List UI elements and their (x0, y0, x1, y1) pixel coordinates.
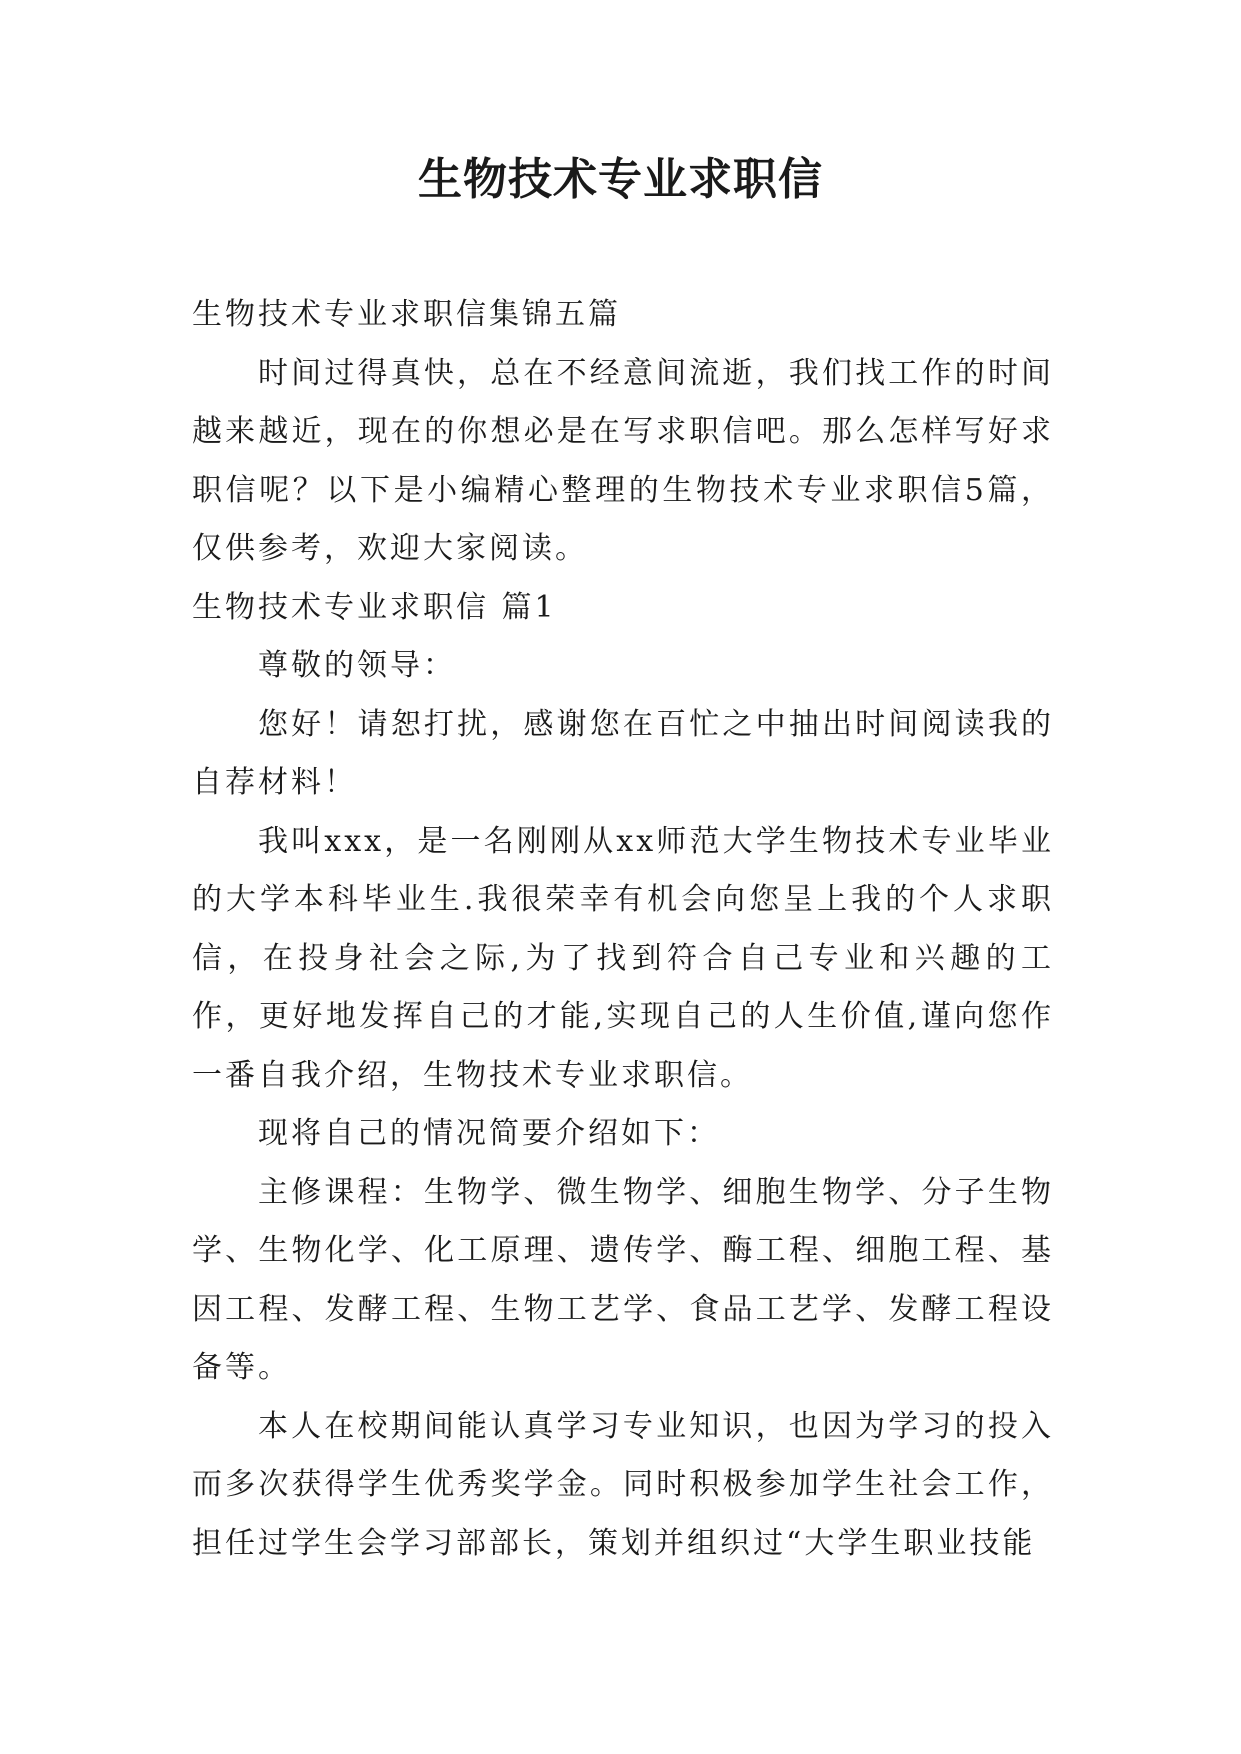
paragraph-self-intro: 我叫xxx，是一名刚刚从xx师范大学生物技术专业毕业的大学本科毕业生.我很荣幸有机会向您呈上我的个人求职信，在投身社会之际,为了找到符合自己专业和兴趣的工作，更好地发挥自己的才能,实现自己的人生价值,谨向您作一番自我介绍，生物技术专业求职信。 (192, 823, 1054, 1093)
paragraph-greeting: 您好！请恕打扰，感谢您在百忙之中抽出时间阅读我的自荐材料！ (192, 706, 1054, 800)
paragraph-activities: 本人在校期间能认真学习专业知识，也因为学习的投入而多次获得学生优秀奖学金。同时积极参加学生社会工作，担任过学生会学习部部长，策划并组织过“大学生职业技能 (192, 1408, 1054, 1561)
paragraph-subtitle: 生物技术专业求职信集锦五篇 (192, 297, 621, 332)
document-title: 生物技术专业求职信 (418, 154, 823, 205)
paragraph-section-heading: 生物技术专业求职信 篇1 (192, 589, 557, 625)
paragraph-salutation: 尊敬的领导： (258, 648, 456, 683)
document-body (192, 286, 1054, 1573)
paragraph-overview: 现将自己的情况简要介绍如下： (258, 1116, 720, 1151)
paragraph-intro: 时间过得真快，总在不经意间流逝，我们找工作的时间越来越近，现在的你想必是在写求职信吧。那么怎样写好求职信呢？以下是小编精心整理的生物技术专业求职信5篇，仅供参考，欢迎大家阅读。 (192, 355, 1054, 566)
paragraph-courses: 主修课程：生物学、微生物学、细胞生物学、分子生物学、生物化学、化工原理、遗传学、酶工程、细胞工程、基因工程、发酵工程、生物工艺学、食品工艺学、发酵工程设备等。 (192, 1174, 1054, 1385)
